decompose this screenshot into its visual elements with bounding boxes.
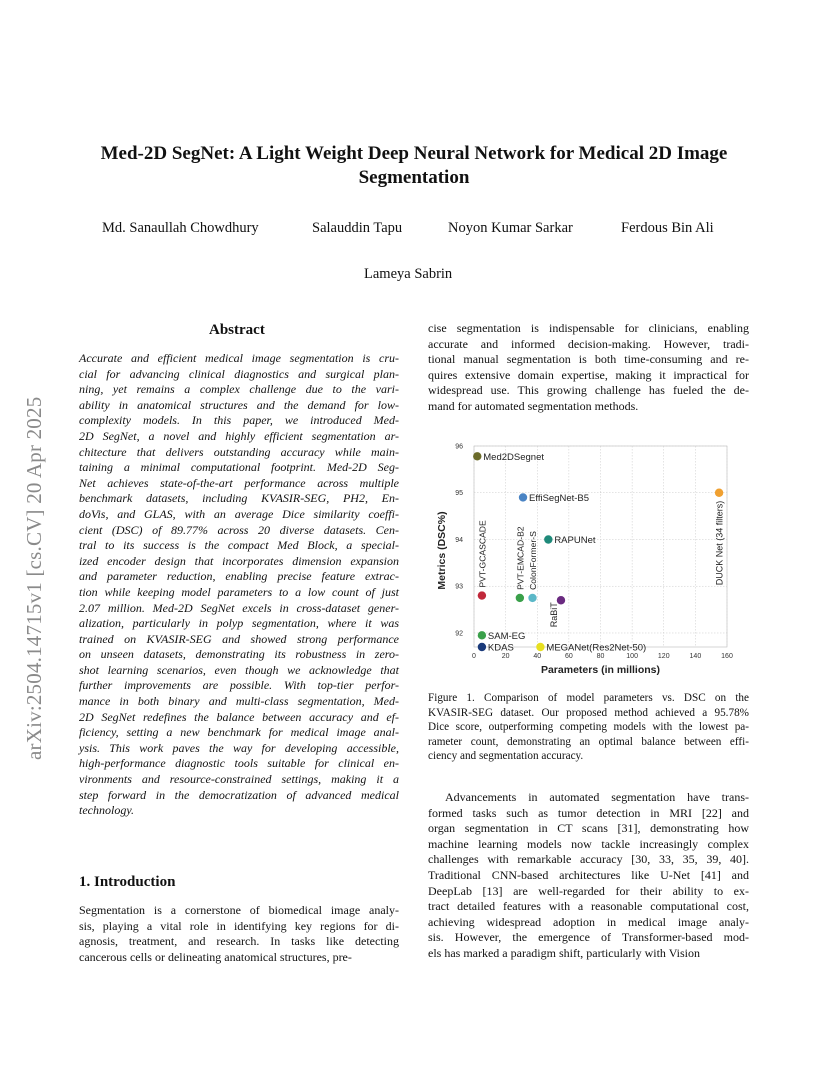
data-point-effisegnet-b5 <box>519 493 527 501</box>
text-line: KVASIR-SEG dataset. Our proposed method achieved a 95.78% <box>428 706 749 719</box>
text-line: 2D SegNet redefines the balance between accuracy and ef- <box>79 709 399 724</box>
text-line: cient (DSC) of 89.77% across 20 diverse datasets. Cen- <box>79 522 399 537</box>
text-line: further improvements are possible. With top-tier perfor- <box>79 678 399 693</box>
data-point-duck-net-34-filters- <box>715 489 723 497</box>
text-line: mand for automated segmentation methods. <box>428 398 639 413</box>
text-line: tion while keeping model parameters to a low count of just <box>79 584 399 599</box>
text-line: machine learning models now tackle increasingly complex <box>428 836 749 851</box>
data-label: KDAS <box>487 642 514 654</box>
text-line: shot learning scenarios, even though we acknowledge that <box>79 662 399 677</box>
data-point-sam-eg <box>478 631 486 639</box>
text-line: ficiency, setting a new benchmark for medical image anal- <box>79 725 399 740</box>
author-3: Noyon Kumar Sarkar <box>448 220 573 236</box>
data-label: ColonFormer-S <box>528 531 539 590</box>
text-line: quires extensive domain expertise, making it impractical for <box>428 367 749 382</box>
text-line: high-performance diagnostic tools suitable for clinical en- <box>79 756 399 771</box>
y-tick-label: 93 <box>455 583 463 591</box>
x-tick-label: 80 <box>596 653 605 660</box>
x-tick-label: 60 <box>564 653 573 660</box>
intro-body <box>79 903 399 965</box>
data-point-meganet-res2net-50- <box>536 643 544 651</box>
text-line: trained on KVASIR-SEG and showed strong performance <box>79 631 399 646</box>
y-tick-label: 95 <box>455 490 463 498</box>
text-line: cancerous cells or delineating anatomical structures, pre- <box>79 949 352 964</box>
text-line: technology. <box>79 803 134 818</box>
data-label: PVT-GCASCADE <box>477 520 488 588</box>
text-line: tional manual segmentation is both time-consuming and re- <box>428 352 749 367</box>
text-line: taining a minimal computational footprint. Med-2D Seg- <box>79 460 399 475</box>
abstract-heading: Abstract <box>209 322 265 338</box>
text-line: complexity models. In this paper, we introduced Med- <box>79 413 399 428</box>
text-line: doVis, and GLAS, with an average Dice similarity coeffi- <box>79 506 399 521</box>
data-label: Med2DSegnet <box>483 451 545 463</box>
text-line: Advancements in automated segmentation have trans- <box>445 790 749 804</box>
title-line-1: Med-2D SegNet: A Light Weight Deep Neural Network for Medical 2D Image <box>100 143 728 164</box>
text-line: 2D SegNet, a novel and highly efficient segmentation ar- <box>79 428 399 443</box>
text-line: and parameter reduction, enabling precise feature extrac- <box>79 569 399 584</box>
abstract-body <box>79 351 399 819</box>
author-1: Md. Sanaullah Chowdhury <box>102 220 259 236</box>
x-tick-label: 20 <box>501 653 510 660</box>
data-point-rapunet <box>544 535 552 543</box>
text-line: Segmentation is a cornerstone of biomedical image analy- <box>79 903 399 917</box>
text-line: formed tasks such as tumor detection in MRI [22] and <box>428 805 749 820</box>
x-tick-label: 140 <box>689 653 702 660</box>
paper-title <box>60 142 768 190</box>
data-label: EffiSegNet-B5 <box>529 492 590 504</box>
text-line: chitecture that delivers outstanding accuracy while main- <box>79 444 399 459</box>
y-tick-label: 96 <box>455 443 463 451</box>
data-point-colonformer-s <box>528 594 536 602</box>
x-tick-label: 40 <box>533 653 542 660</box>
text-line: sis. However, the emergence of Transformer-based mod- <box>428 930 749 945</box>
text-line: DeepLab [13] are well-regarded for their ability to ex- <box>428 883 749 898</box>
text-line: tral to its success is the compact Med Block, a special- <box>79 538 399 553</box>
intro-heading: 1. Introduction <box>79 874 176 890</box>
data-label: MEGANet(Res2Net-50) <box>546 642 647 654</box>
author-5: Lameya Sabrin <box>364 266 453 282</box>
arxiv-sidebar-id: arXiv:2504.14715v1 [cs.CV] 20 Apr 2025 <box>22 396 46 760</box>
text-line: ciency and segmentation accuracy. <box>428 750 584 763</box>
text-line: agnosis, treatment, and research. In tasks like detecting <box>79 934 399 949</box>
text-line: organ segmentation in CT scans [31], demonstrating how <box>428 821 749 836</box>
x-tick-label: 120 <box>657 653 670 660</box>
text-line: Figure 1. Comparison of model parameters vs. DSC on the <box>428 692 749 704</box>
text-line: ning, yet remains a complex challenge due to the vari- <box>79 382 399 397</box>
author-4: Ferdous Bin Ali <box>621 220 714 236</box>
text-line: challenges with remarkable accuracy [30, 33, 35, 39, 40]. <box>428 852 749 867</box>
x-tick-label: 100 <box>626 653 638 660</box>
text-line: rameter count, demonstrating an optimal balance between effi- <box>428 735 749 748</box>
text-line: cial for advancing clinical diagnostics and surgical plan- <box>79 366 399 381</box>
text-line: widespread use. This growing challenge has fueled the de- <box>428 383 749 398</box>
figure-1-caption <box>428 691 749 764</box>
text-line: Accurate and efficient medical image segmentation is cru- <box>79 351 399 365</box>
text-line: sis, playing a vital role in identifying key regions for di- <box>79 918 399 933</box>
y-axis-label: Metrics (DSC%) <box>436 511 448 590</box>
y-tick-label: 94 <box>455 536 463 544</box>
text-line: alization, particularly in polyp segmentation, where it was <box>79 616 399 631</box>
data-point-kdas <box>478 643 486 651</box>
data-point-pvt-emcad-b2 <box>516 594 524 602</box>
data-label: RaBiT <box>548 602 559 628</box>
x-tick-label: 0 <box>472 653 476 660</box>
figure-1-scatter-chart <box>434 440 750 680</box>
text-line: mance in both binary and multi-class segmentation, Med- <box>79 694 399 709</box>
text-line: step forward in the democratization of advanced medical <box>79 787 399 802</box>
text-line: ized encoder design that incorporates dimension expansion <box>79 553 399 568</box>
text-line: 2.07 million. Med-2D SegNet excels in cross-dataset gener- <box>79 600 399 615</box>
text-line: tract detailed features with a reasonable computational cost, <box>428 899 749 914</box>
x-tick-label: 160 <box>721 653 733 660</box>
data-point-med2dsegnet <box>473 452 481 460</box>
text-line: Dice score, outperforming competing models with the lowest pa- <box>428 721 749 734</box>
text-line: ysis. This work paves the way for developing accessible, <box>79 740 399 755</box>
intro-continued-text <box>428 321 749 415</box>
data-label: PVT-EMCAD-B2 <box>515 526 526 590</box>
text-line: els has marked a paradigm shift, particularly with Vision <box>428 945 700 960</box>
body-text-right <box>428 790 749 962</box>
data-label: SAM-EG <box>487 630 526 642</box>
text-line: cise segmentation is indispensable for clinicians, enabling <box>428 321 749 335</box>
text-line: Traditional CNN-based architectures like U-Net [41] and <box>428 867 749 882</box>
data-label: RAPUNet <box>554 534 596 546</box>
text-line: achieving widespread adoption in medical image analy- <box>428 914 749 929</box>
text-line: Net achieves state-of-the-art performance across multiple <box>79 475 399 490</box>
text-line: ability in anatomical structures and the demand for low- <box>79 397 399 412</box>
text-line: on unseen datasets, demonstrating its robustness in zero- <box>79 647 399 662</box>
data-label: DUCK Net (34 filters) <box>714 500 725 586</box>
text-line: benchmark datasets, including KVASIR-SEG, PH2, En- <box>79 491 399 506</box>
author-2: Salauddin Tapu <box>312 220 403 236</box>
title-line-2: Segmentation <box>358 167 470 188</box>
data-point-pvt-gcascade <box>478 591 486 599</box>
y-tick-label: 92 <box>455 630 463 638</box>
text-line: accurate and informed decision-making. However, tradi- <box>428 336 749 351</box>
x-axis-label: Parameters (in millions) <box>540 664 661 676</box>
text-line: vironments and resource-constrained settings, making it a <box>79 772 399 787</box>
